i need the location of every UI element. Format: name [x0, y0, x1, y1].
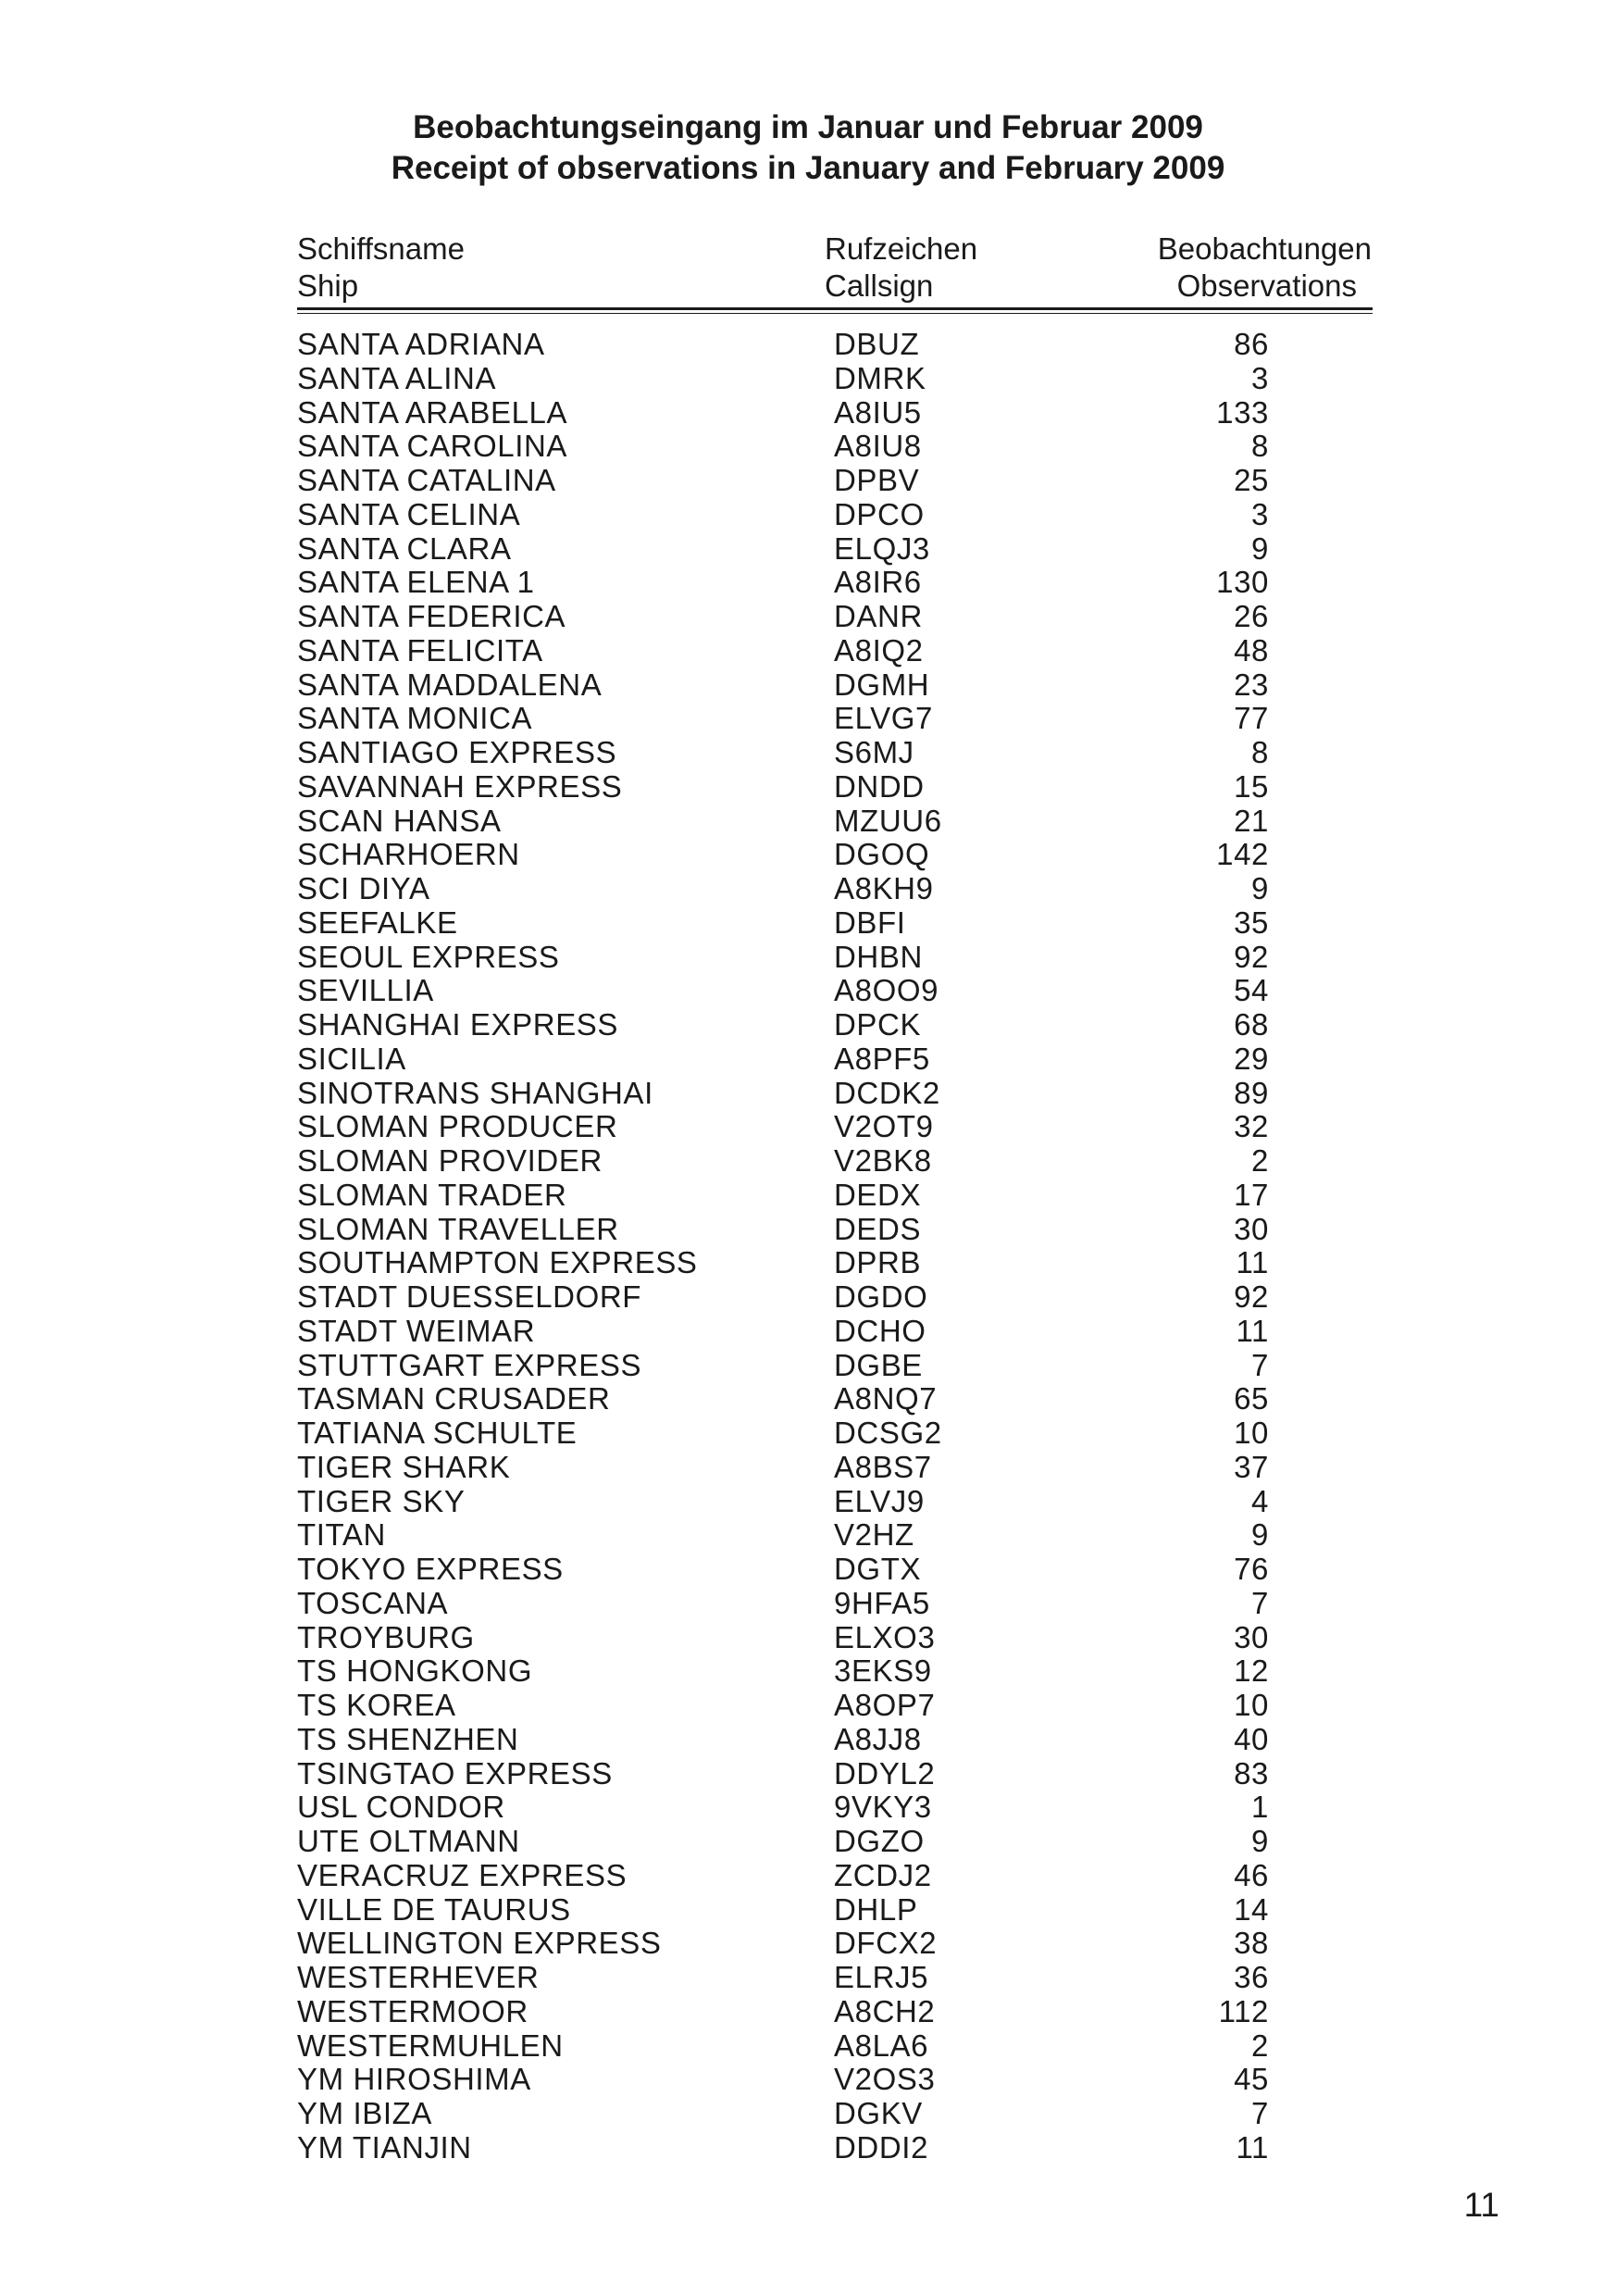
callsign-cell: A8OP7 — [834, 1688, 936, 1722]
observations-cell: 4 — [1251, 1483, 1269, 1518]
table-row — [297, 770, 1269, 805]
table-row — [297, 872, 1269, 906]
observations-cell: 8 — [1251, 735, 1269, 769]
observations-cell: 46 — [1234, 1857, 1269, 1892]
table-row — [297, 1654, 1269, 1689]
observations-cell: 92 — [1234, 939, 1269, 974]
table-row — [297, 362, 1269, 396]
ship-name-cell: VILLE DE TAURUS — [297, 1891, 571, 1927]
table-row — [297, 1246, 1269, 1280]
table-row — [297, 1859, 1269, 1893]
page-title — [0, 107, 1616, 189]
callsign-cell: DNDD — [834, 768, 925, 804]
callsign-cell: ZCDJ2 — [834, 1857, 932, 1892]
header-rule-thick — [297, 307, 1373, 310]
table-row — [297, 1825, 1269, 1859]
observations-cell: 3 — [1251, 496, 1269, 531]
observations-cell: 2 — [1251, 1143, 1269, 1178]
callsign-cell: DGZO — [834, 1824, 925, 1858]
ship-name-cell: SCHARHOERN — [297, 837, 520, 872]
callsign-cell: DHLP — [834, 1891, 918, 1927]
callsign-cell: DGBE — [834, 1347, 923, 1382]
ship-name-cell: SANTA CATALINA — [297, 463, 556, 497]
table-row — [297, 1757, 1269, 1791]
header-rule-thin — [297, 313, 1373, 314]
observations-cell: 92 — [1234, 1279, 1269, 1314]
callsign-cell: A8IR6 — [834, 565, 922, 600]
table-row — [297, 2097, 1269, 2131]
ship-name-cell: TITAN — [297, 1517, 386, 1553]
callsign-cell: DCDK2 — [834, 1075, 940, 1110]
observations-header-german: Beobachtungen — [1157, 231, 1372, 266]
observations-cell: 7 — [1251, 1585, 1269, 1620]
callsign-cell: DGDO — [834, 1279, 928, 1314]
observations-cell: 14 — [1234, 1891, 1269, 1927]
observations-cell: 21 — [1234, 803, 1269, 838]
observations-cell: 77 — [1234, 701, 1269, 736]
table-row — [297, 464, 1269, 498]
callsign-cell: DGTX — [834, 1552, 922, 1586]
ship-name-cell: STADT DUESSELDORF — [297, 1279, 642, 1314]
ship-name-cell: TIGER SHARK — [297, 1449, 511, 1484]
ship-name-cell: TS SHENZHEN — [297, 1721, 519, 1756]
page-number: 11 — [1463, 2186, 1499, 2224]
ship-name-cell: YM IBIZA — [297, 2096, 432, 2130]
observations-table — [297, 328, 1269, 2165]
observations-cell: 32 — [1234, 1109, 1269, 1144]
table-row — [297, 1179, 1269, 1213]
ship-name-cell: SANTA FEDERICA — [297, 599, 566, 633]
callsign-cell: V2OS3 — [834, 2062, 936, 2097]
table-row — [297, 1042, 1269, 1077]
table-row — [297, 1553, 1269, 1587]
callsign-cell: A8PF5 — [834, 1041, 930, 1076]
callsign-cell: DPCK — [834, 1007, 922, 1042]
observations-cell: 40 — [1234, 1721, 1269, 1756]
callsign-cell: A8KH9 — [834, 871, 934, 905]
callsign-cell: DBFI — [834, 905, 906, 940]
observations-cell: 10 — [1234, 1416, 1269, 1450]
ship-name-cell: YM HIROSHIMA — [297, 2062, 531, 2097]
observations-cell: 130 — [1216, 565, 1269, 600]
callsign-cell: 9VKY3 — [834, 1790, 932, 1825]
callsign-column-header — [825, 231, 977, 305]
callsign-cell: DGMH — [834, 667, 930, 702]
ship-name-cell: WESTERMOOR — [297, 1993, 528, 2028]
callsign-cell: ELVG7 — [834, 701, 933, 736]
observations-cell: 12 — [1234, 1653, 1269, 1689]
observations-cell: 48 — [1234, 632, 1269, 668]
ship-name-cell: TASMAN CRUSADER — [297, 1381, 611, 1416]
table-row — [297, 1961, 1269, 1995]
observations-cell: 30 — [1234, 1619, 1269, 1654]
ship-name-cell: TS KOREA — [297, 1688, 456, 1722]
table-row — [297, 906, 1269, 941]
observations-cell: 9 — [1251, 871, 1269, 905]
table-row — [297, 1280, 1269, 1315]
callsign-cell: 3EKS9 — [834, 1653, 932, 1689]
table-row — [297, 1451, 1269, 1485]
table-row — [297, 1587, 1269, 1621]
observations-header-english: Observations — [1176, 268, 1357, 303]
ship-name-cell: SINOTRANS SHANGHAI — [297, 1075, 653, 1110]
callsign-cell: DDYL2 — [834, 1755, 936, 1791]
table-row — [297, 600, 1269, 634]
callsign-cell: DPCO — [834, 496, 925, 531]
callsign-cell: A8CH2 — [834, 1993, 936, 2028]
ship-name-cell: SANTA ADRIANA — [297, 327, 545, 361]
observations-cell: 23 — [1234, 667, 1269, 702]
table-row — [297, 1723, 1269, 1757]
callsign-cell: DPRB — [834, 1245, 922, 1280]
table-row — [297, 1791, 1269, 1825]
table-row — [297, 1315, 1269, 1349]
table-row — [297, 498, 1269, 532]
ship-name-cell: STUTTGART EXPRESS — [297, 1347, 642, 1382]
table-row — [297, 1893, 1269, 1928]
ship-name-cell: SEEFALKE — [297, 905, 458, 940]
ship-name-cell: SANTA CELINA — [297, 496, 521, 531]
ship-name-cell: SANTIAGO EXPRESS — [297, 735, 617, 769]
observations-cell: 7 — [1251, 2096, 1269, 2130]
ship-name-cell: TOSCANA — [297, 1585, 449, 1620]
table-row — [297, 2131, 1269, 2165]
ship-name-cell: TROYBURG — [297, 1619, 475, 1654]
callsign-cell: DGOQ — [834, 837, 930, 872]
observations-cell: 68 — [1234, 1007, 1269, 1042]
table-row — [297, 1077, 1269, 1111]
ship-header-english: Ship — [297, 268, 359, 303]
ship-name-cell: SCI DIYA — [297, 871, 430, 905]
ship-name-cell: SEVILLIA — [297, 973, 434, 1008]
table-row — [297, 1621, 1269, 1655]
table-row — [297, 634, 1269, 668]
observations-cell: 17 — [1234, 1177, 1269, 1212]
callsign-cell: DANR — [834, 599, 923, 633]
ship-name-cell: SOUTHAMPTON EXPRESS — [297, 1245, 698, 1280]
observations-cell: 9 — [1251, 530, 1269, 566]
observations-cell: 11 — [1236, 2129, 1269, 2165]
callsign-cell: DEDS — [834, 1211, 922, 1246]
table-row — [297, 668, 1269, 703]
ship-name-cell: SANTA ARABELLA — [297, 394, 568, 430]
ship-name-cell: SLOMAN TRAVELLER — [297, 1211, 619, 1246]
ship-name-cell: SANTA ELENA 1 — [297, 565, 535, 600]
callsign-cell: DGKV — [834, 2096, 923, 2130]
observations-cell: 142 — [1216, 837, 1269, 872]
ship-name-cell: SANTA ALINA — [297, 360, 497, 395]
observations-cell: 8 — [1251, 429, 1269, 464]
table-row — [297, 1995, 1269, 2029]
ship-name-cell: YM TIANJIN — [297, 2129, 472, 2165]
table-row — [297, 1110, 1269, 1144]
observations-cell: 38 — [1234, 1926, 1269, 1961]
observations-cell: 9 — [1251, 1824, 1269, 1858]
callsign-cell: A8NQ7 — [834, 1381, 938, 1416]
ship-name-cell: TOKYO EXPRESS — [297, 1552, 564, 1586]
ship-name-cell: SANTA CAROLINA — [297, 429, 568, 464]
observations-cell: 36 — [1234, 1960, 1269, 1994]
callsign-cell: A8IQ2 — [834, 632, 924, 668]
observations-cell: 83 — [1234, 1755, 1269, 1791]
observations-cell: 25 — [1234, 463, 1269, 497]
ship-name-cell: SLOMAN TRADER — [297, 1177, 567, 1212]
table-row — [297, 941, 1269, 975]
observations-cell: 7 — [1251, 1347, 1269, 1382]
table-row — [297, 2063, 1269, 2097]
observations-cell: 3 — [1251, 360, 1269, 395]
callsign-cell: A8IU8 — [834, 429, 922, 464]
observations-cell: 2 — [1251, 2028, 1269, 2063]
observations-cell: 11 — [1236, 1313, 1269, 1348]
observations-cell: 1 — [1251, 1790, 1269, 1825]
table-row — [297, 1689, 1269, 1723]
ship-name-cell: USL CONDOR — [297, 1790, 505, 1825]
table-row — [297, 974, 1269, 1008]
ship-name-cell: TATIANA SCHULTE — [297, 1416, 578, 1450]
table-row — [297, 702, 1269, 736]
observations-cell: 54 — [1234, 973, 1269, 1008]
observations-cell: 10 — [1234, 1688, 1269, 1722]
callsign-cell: DHBN — [834, 939, 923, 974]
table-row — [297, 1008, 1269, 1042]
callsign-cell: DMRK — [834, 360, 926, 395]
ship-name-cell: VERACRUZ EXPRESS — [297, 1857, 628, 1892]
table-row — [297, 430, 1269, 464]
ship-name-cell: SCAN HANSA — [297, 803, 502, 838]
title-german: Beobachtungseingang im Januar und Februar 2009 — [413, 109, 1203, 145]
ship-name-cell: TS HONGKONG — [297, 1653, 533, 1689]
ship-name-cell: SLOMAN PROVIDER — [297, 1143, 603, 1178]
callsign-cell: 9HFA5 — [834, 1585, 930, 1620]
callsign-cell: DCSG2 — [834, 1416, 942, 1450]
table-row — [297, 1144, 1269, 1179]
ship-name-cell: SANTA FELICITA — [297, 632, 543, 668]
observations-cell: 112 — [1218, 1993, 1269, 2028]
callsign-cell: DEDX — [834, 1177, 922, 1212]
ship-header-german: Schiffsname — [297, 231, 465, 266]
ship-name-cell: SLOMAN PRODUCER — [297, 1109, 618, 1144]
ship-name-cell: SEOUL EXPRESS — [297, 939, 560, 974]
observations-cell: 9 — [1251, 1517, 1269, 1553]
callsign-cell: DBUZ — [834, 327, 920, 361]
callsign-header-english: Callsign — [825, 268, 934, 303]
observations-cell: 29 — [1234, 1041, 1269, 1076]
table-row — [297, 2029, 1269, 2064]
observations-column-header — [1158, 231, 1372, 305]
callsign-cell: V2HZ — [834, 1517, 914, 1553]
ship-name-cell: UTE OLTMANN — [297, 1824, 520, 1858]
ship-name-cell: SANTA CLARA — [297, 530, 512, 566]
callsign-cell: V2OT9 — [834, 1109, 934, 1144]
callsign-cell: V2BK8 — [834, 1143, 932, 1178]
callsign-cell: ELXO3 — [834, 1619, 936, 1654]
table-row — [297, 805, 1269, 839]
ship-name-cell: WESTERMUHLEN — [297, 2028, 564, 2063]
table-row — [297, 532, 1269, 567]
table-row — [297, 1485, 1269, 1519]
ship-name-cell: WESTERHEVER — [297, 1960, 540, 1994]
table-row — [297, 1518, 1269, 1553]
callsign-cell: A8LA6 — [834, 2028, 929, 2063]
observations-cell: 76 — [1234, 1552, 1269, 1586]
observations-cell: 133 — [1216, 394, 1269, 430]
ship-name-cell: SANTA MADDALENA — [297, 667, 603, 702]
callsign-cell: A8BS7 — [834, 1449, 932, 1484]
table-row — [297, 838, 1269, 872]
table-header — [297, 231, 1372, 306]
observations-cell: 11 — [1236, 1245, 1269, 1280]
callsign-cell: ELQJ3 — [834, 530, 930, 566]
table-row — [297, 1213, 1269, 1247]
table-row — [297, 328, 1269, 362]
callsign-cell: DCHO — [834, 1313, 926, 1348]
observations-cell: 26 — [1234, 599, 1269, 633]
ship-name-cell: SICILIA — [297, 1041, 406, 1076]
callsign-header-german: Rufzeichen — [825, 231, 978, 266]
observations-cell: 65 — [1234, 1381, 1269, 1416]
table-row — [297, 1416, 1269, 1451]
observations-cell: 30 — [1234, 1211, 1269, 1246]
observations-cell: 37 — [1234, 1449, 1269, 1484]
callsign-cell: ELRJ5 — [834, 1960, 929, 1994]
ship-name-cell: TSINGTAO EXPRESS — [297, 1755, 613, 1791]
ship-name-cell: SANTA MONICA — [297, 701, 533, 736]
callsign-cell: A8OO9 — [834, 973, 939, 1008]
callsign-cell: DFCX2 — [834, 1926, 938, 1961]
callsign-cell: DDDI2 — [834, 2129, 929, 2165]
ship-name-cell: WELLINGTON EXPRESS — [297, 1926, 662, 1961]
table-row — [297, 566, 1269, 600]
callsign-cell: A8JJ8 — [834, 1721, 922, 1756]
callsign-cell: ELVJ9 — [834, 1483, 925, 1518]
table-row — [297, 1349, 1269, 1383]
ship-name-cell: TIGER SKY — [297, 1483, 466, 1518]
ship-name-cell: STADT WEIMAR — [297, 1313, 536, 1348]
ship-name-cell: SAVANNAH EXPRESS — [297, 768, 623, 804]
callsign-cell: A8IU5 — [834, 394, 922, 430]
table-row — [297, 1927, 1269, 1961]
observations-cell: 86 — [1234, 327, 1269, 361]
callsign-cell: DPBV — [834, 463, 920, 497]
table-row — [297, 736, 1269, 770]
observations-cell: 35 — [1234, 905, 1269, 940]
table-row — [297, 396, 1269, 430]
ship-name-cell: SHANGHAI EXPRESS — [297, 1007, 619, 1042]
callsign-cell: S6MJ — [834, 735, 914, 769]
observations-cell: 45 — [1234, 2062, 1269, 2097]
title-english: Receipt of observations in January and February 2009 — [391, 150, 1225, 186]
callsign-cell: MZUU6 — [834, 803, 942, 838]
observations-cell: 89 — [1234, 1075, 1269, 1110]
observations-cell: 15 — [1234, 768, 1269, 804]
table-row — [297, 1382, 1269, 1416]
ship-column-header — [297, 231, 465, 305]
